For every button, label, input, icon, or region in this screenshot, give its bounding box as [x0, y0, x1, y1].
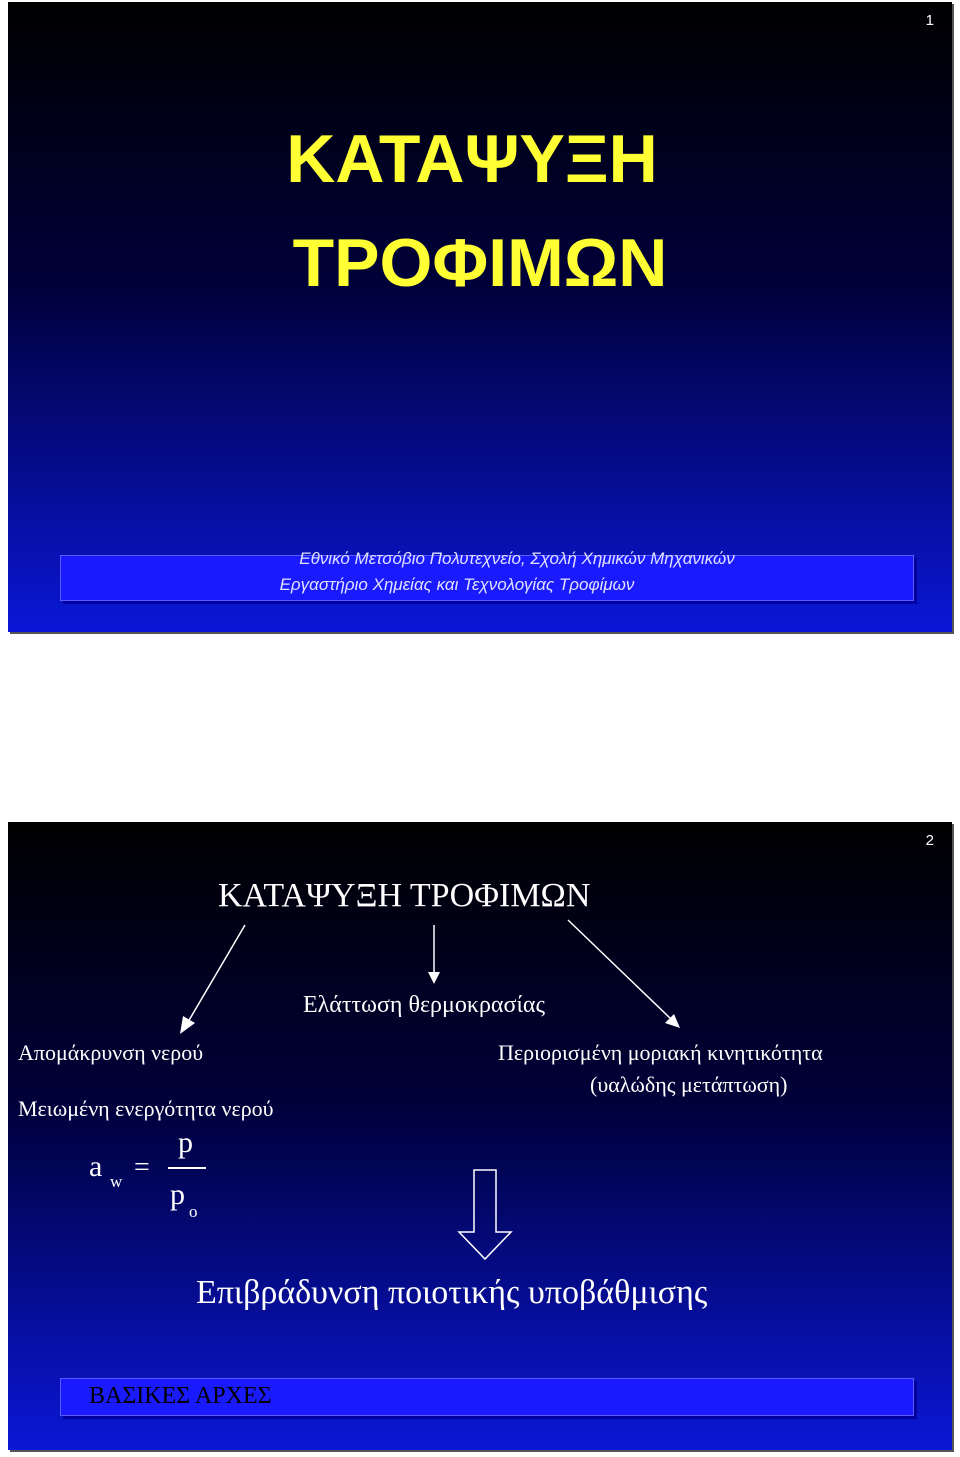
slide-2 [8, 822, 952, 1450]
footer-banner [60, 1378, 914, 1416]
slide-number: 1 [925, 12, 934, 29]
equation-denominator: p [170, 1178, 185, 1211]
slide-1 [8, 2, 952, 632]
equation-lhs-subscript: w [110, 1172, 123, 1191]
water-removal-label: Απομάκρυνση νερού [18, 1040, 204, 1065]
slide-title-line-1: ΚΑΤΑΨΥΞΗ [286, 121, 658, 197]
glass-transition-label: (υαλώδης μετάπτωση) [590, 1072, 788, 1097]
flow-arrows [8, 822, 952, 1450]
cooling-label: Ελάττωση θερμοκρασίας [303, 992, 545, 1018]
fraction-bar [168, 1167, 206, 1169]
mobility-label: Περιορισμένη μοριακή κινητικότητα [498, 1040, 823, 1065]
institution-line-1: Εθνικό Μετσόβιο Πολυτεχνείο, Σχολή Χημικών Μηχανικών [299, 549, 735, 568]
equation-lhs: a [89, 1150, 103, 1183]
equation-numerator: p [178, 1126, 193, 1159]
footer-label: ΒΑΣΙΚΕΣ ΑΡΧΕΣ [89, 1383, 272, 1409]
arrowhead-left [180, 1016, 195, 1034]
institution-banner [60, 549, 914, 601]
arrow-right [568, 920, 671, 1019]
equation-equals: = [134, 1152, 150, 1183]
arrow-left [188, 925, 245, 1022]
slide-number: 2 [925, 832, 934, 849]
institution-line-2: Εργαστήριο Χημείας και Τεχνολογίας Τροφίμων [279, 575, 635, 594]
conclusion-down-arrow [459, 1170, 511, 1259]
water-activity-label: Μειωμένη ενεργότητα νερού [18, 1096, 274, 1121]
slide-title-line-2: ΤΡΟΦΙΜΩΝ [292, 225, 668, 301]
conclusion-label: Επιβράδυνση ποιοτικής υποβάθμισης [196, 1274, 708, 1311]
arrowhead-middle [428, 972, 440, 984]
equation-denominator-subscript: o [189, 1202, 198, 1221]
slide-title: ΚΑΤΑΨΥΞΗ ΤΡΟΦΙΜΩΝ [218, 877, 591, 914]
